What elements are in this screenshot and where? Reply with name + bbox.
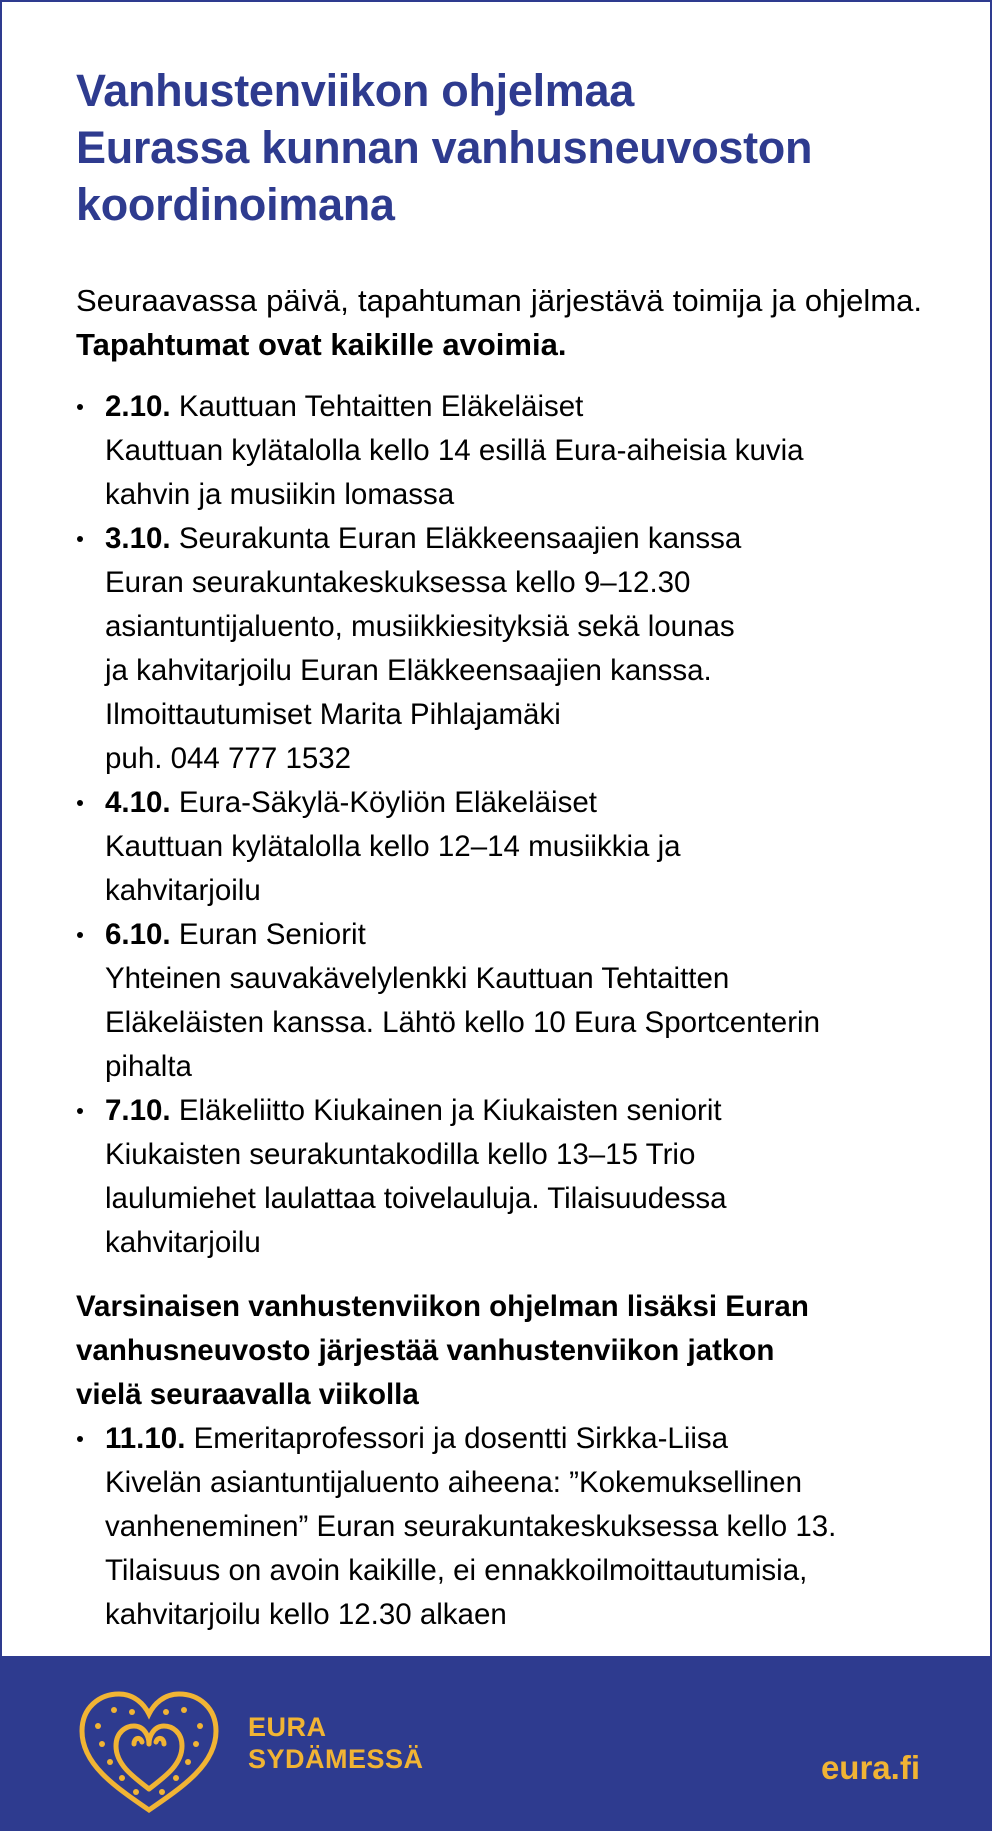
event-detail-line: kahvitarjoilu [105, 874, 261, 907]
event-list [76, 385, 922, 1265]
event-phone-line: puh. 044 777 1532 [105, 742, 352, 775]
event-organizer: Eura-Säkylä-Köyliön Eläkeläiset [178, 786, 597, 819]
event-organizer: Emeritaprofessori ja dosentti Sirkka-Liisa [193, 1422, 729, 1455]
event-detail-line: Tilaisuus on avoin kaikille, ei ennakkoilmoittautumisia, [105, 1554, 808, 1587]
event-date: 6.10. [105, 918, 171, 951]
event-first-line [105, 913, 922, 957]
page-title [76, 62, 922, 233]
event-first-line [105, 1417, 922, 1461]
website-link[interactable]: eura.fi [820, 1749, 920, 1786]
event-organizer: Seurakunta Euran Eläkkeensaajien kanssa [178, 522, 742, 555]
event-detail-line: Euran seurakuntakeskuksessa kello 9–12.30 [105, 566, 691, 599]
title-line: Vanhustenviikon ohjelmaa [76, 65, 634, 116]
main-content [76, 62, 922, 1637]
event-detail-line: pihalta [105, 1050, 192, 1083]
logo-wordmark [248, 1711, 424, 1775]
event-detail-line: kahvin ja musiikin lomassa [105, 478, 455, 511]
event-detail-line: Yhteinen sauvakävelylenkki Kauttuan Tehtaitten [105, 962, 730, 995]
event-date: 3.10. [105, 522, 171, 555]
event-organizer: Kauttuan Tehtaitten Eläkeläiset [178, 390, 584, 423]
title-line: Eurassa kunnan vanhusneuvoston [76, 122, 813, 173]
event-first-line [105, 781, 922, 825]
heart-logo-icon [74, 1686, 224, 1820]
event-item [76, 781, 922, 913]
event-detail-line: kahvitarjoilu [105, 1226, 261, 1259]
logo-line: EURA [248, 1712, 327, 1742]
event-first-line [105, 1089, 922, 1133]
title-line: koordinoimana [76, 179, 395, 230]
event-detail-line: laulumiehet laulattaa toivelauluja. Tilaisuudessa [105, 1182, 727, 1215]
event-item [76, 1089, 922, 1265]
event-detail-line: Ilmoittautumiset Marita Pihlajamäki [105, 698, 561, 731]
extra-event-list [76, 1417, 922, 1637]
event-item [76, 1417, 922, 1637]
event-detail-line: asiantuntijaluento, musiikkiesityksiä sekä lounas [105, 610, 735, 643]
event-first-line [105, 517, 922, 561]
event-detail-line: Kauttuan kylätalolla kello 14 esillä Eura-aiheisia kuvia [105, 434, 804, 467]
event-detail-line: ja kahvitarjoilu Euran Eläkkeensaajien kanssa. [105, 654, 712, 687]
event-detail-line: Kivelän asiantuntijaluento aiheena: ”Kokemuksellinen [105, 1466, 802, 1499]
event-item [76, 517, 922, 781]
event-date: 4.10. [105, 786, 171, 819]
event-organizer: Euran Seniorit [178, 918, 366, 951]
event-item [76, 913, 922, 1089]
event-detail-line: Eläkeläisten kanssa. Lähtö kello 10 Eura Sportcenterin [105, 1006, 820, 1039]
event-date: 11.10. [105, 1422, 186, 1455]
intro-paragraph [76, 279, 922, 367]
event-detail-line: kahvitarjoilu kello 12.30 alkaen [105, 1598, 507, 1631]
intro-text: Seuraavassa päivä, tapahtuman järjestävä toimija ja ohjelma. [76, 283, 922, 318]
event-detail-line: Kiukaisten seurakuntakodilla kello 13–15 Trio [105, 1138, 696, 1171]
event-organizer: Eläkeliitto Kiukainen ja Kiukaisten seniorit [178, 1094, 722, 1127]
event-detail-line: Kauttuan kylätalolla kello 12–14 musiikkia ja [105, 830, 681, 863]
event-detail-line: vanheneminen” Euran seurakuntakeskuksessa kello 13. [105, 1510, 837, 1543]
intro-bold-text: Tapahtumat ovat kaikille avoimia. [76, 327, 567, 362]
logo-line: SYDÄMESSÄ [248, 1744, 424, 1774]
extra-week-heading [76, 1285, 922, 1417]
extra-heading-line: Varsinaisen vanhustenviikon ohjelman lisäksi Euran [76, 1290, 809, 1323]
extra-heading-line: vanhusneuvosto järjestää vanhustenviikon jatkon [76, 1334, 775, 1367]
event-date: 2.10. [105, 390, 171, 423]
event-date: 7.10. [105, 1094, 171, 1127]
footer-bar [2, 1656, 992, 1829]
event-first-line [105, 385, 922, 429]
extra-heading-line: vielä seuraavalla viikolla [76, 1378, 419, 1411]
event-item [76, 385, 922, 517]
